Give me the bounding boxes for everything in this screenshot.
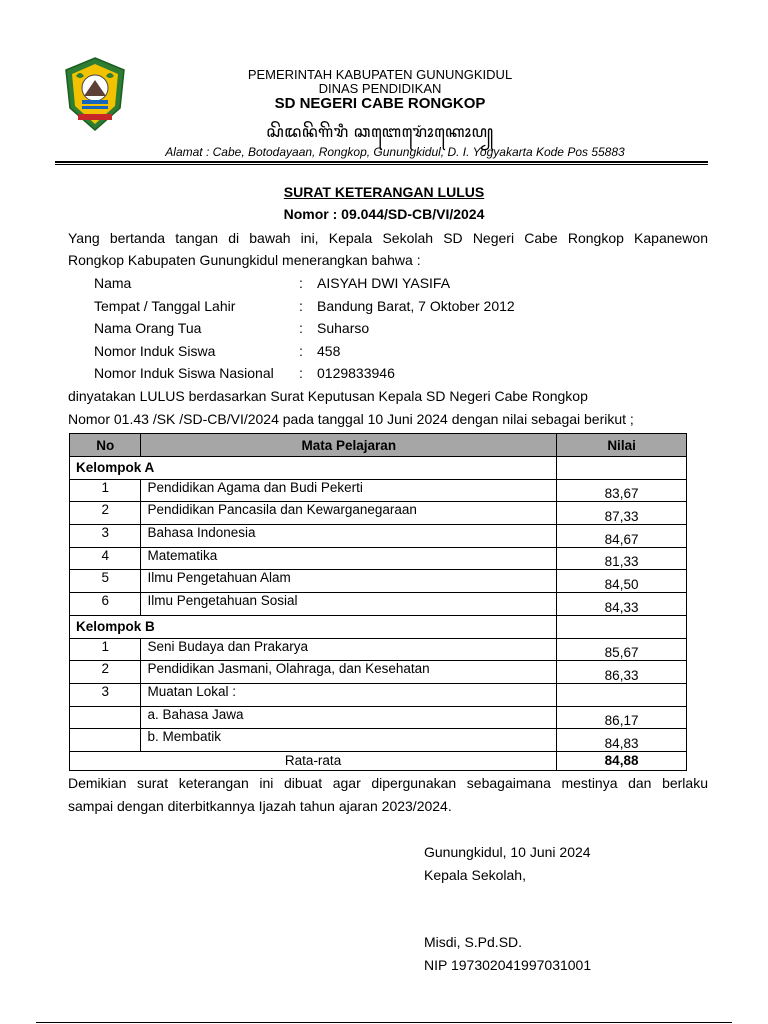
signature-position: Kepala Sekolah, [424,867,526,883]
signature-place-date: Gunungkidul, 10 Juni 2024 [424,844,591,860]
identity-value: Bandung Barat, 7 Oktober 2012 [317,297,515,314]
regency-logo [62,56,128,132]
table-row: a. Bahasa Jawa 86,17 [70,706,687,729]
identity-row-parent [94,317,515,340]
identity-colon: : [299,365,303,381]
group-row [70,457,687,480]
closing-paragraph-line1: Demikian surat keterangan ini dibuat agar dipergunakan sebagaimana mestinya dan berlaku [68,775,708,791]
identity-value: Suharso [317,320,370,336]
table-row: b. Membatik 84,83 [70,729,687,752]
table-row: 1 Seni Budaya dan Prakarya 85,67 [70,638,687,661]
identity-value: 458 [317,342,341,359]
signature-name: Misdi, S.Pd.SD. [424,934,523,950]
school-address: Alamat : Cabe, Botodayaan, Rongkop, Gunungkidul, D. I. Yogyakarta Kode Pos 55883 [165,145,625,159]
graduation-statement-line1: dinyatakan LULUS berdasarkan Surat Keputusan Kepala SD Negeri Cabe Rongkop [68,388,588,404]
identity-colon: : [299,297,303,314]
table-row: 4 Matematika 81,33 [70,547,687,570]
identity-label: Nama Orang Tua [94,320,202,336]
group-b-label: Kelompok B [70,615,557,638]
average-row [70,751,687,770]
closing-paragraph-line2: sampai dengan diterbitkannya Ijazah tahun ajaran 2023/2024. [68,798,452,814]
table-row: 3 Muatan Lokal : [70,683,687,706]
identity-row-name [94,272,515,295]
identity-value: 0129833946 [317,365,395,381]
table-row: 2 Pendidikan Jasmani, Olahraga, dan Kesehatan 86,33 [70,661,687,684]
student-identity [94,272,515,385]
table-row: 5 Ilmu Pengetahuan Alam 84,50 [70,570,687,593]
identity-label: Nomor Induk Siswa Nasional [94,365,274,381]
header-subject: Mata Pelajaran [141,434,557,457]
document-number: Nomor : 09.044/SD-CB/VI/2024 [283,206,485,222]
grades-table [69,433,687,771]
document-title: SURAT KETERANGAN LULUS [283,184,485,200]
identity-row-birth [94,295,515,318]
average-value: 84,88 [557,751,687,770]
table-row: 3 Bahasa Indonesia 84,67 [70,525,687,548]
intro-paragraph-line2: Rongkop Kabupaten Gunungkidul menerangkan bahwa : [68,252,421,268]
intro-paragraph-line1: Yang bertanda tangan di bawah ini, Kepala Sekolah SD Negeri Cabe Rongkop Kapanewon [68,230,708,246]
department-name: DINAS PENDIDIKAN [318,81,442,96]
school-name: SD NEGERI CABE RONGKOP [274,95,486,112]
identity-colon: : [299,342,303,359]
table-row: 2 Pendidikan Pancasila dan Kewarganegaraan 87,33 [70,502,687,525]
average-label: Rata-rata [70,751,557,770]
identity-value: AISYAH DWI YASIFA [317,275,451,291]
government-name: PEMERINTAH KABUPATEN GUNUNGKIDUL [247,67,513,82]
identity-label: Tempat / Tanggal Lahir [94,297,236,314]
group-a-label: Kelompok A [70,457,557,480]
header-divider [55,161,708,163]
identity-row-nis [94,340,515,363]
table-row: 6 Ilmu Pengetahuan Sosial 84,33 [70,593,687,616]
graduation-statement-line2: Nomor 01.43 /SK /SD-CB/VI/2024 pada tanggal 10 Juni 2024 dengan nilai sebagai berikut ; [68,411,634,427]
javanese-script-name: ꦱꦼꦢꦤꦼꦒꦼꦫꦶ ꦕꦧꦺꦫꦺꦴꦁꦏꦺꦴꦥ꧀ [266,124,494,141]
table-row: 1 Pendidikan Agama dan Budi Pekerti 83,67 [70,479,687,502]
identity-label: Nomor Induk Siswa [94,342,216,359]
identity-colon: : [299,320,303,336]
header-divider-thin [55,164,708,165]
table-header-row [70,434,687,457]
identity-colon: : [299,275,303,291]
header-no: No [70,434,141,457]
header-value: Nilai [557,434,687,457]
group-row [70,615,687,638]
identity-label: Nama [94,275,132,291]
footer-divider [36,1022,732,1023]
signature-nip: NIP 197302041997031001 [424,957,592,973]
identity-row-nisn [94,362,515,385]
